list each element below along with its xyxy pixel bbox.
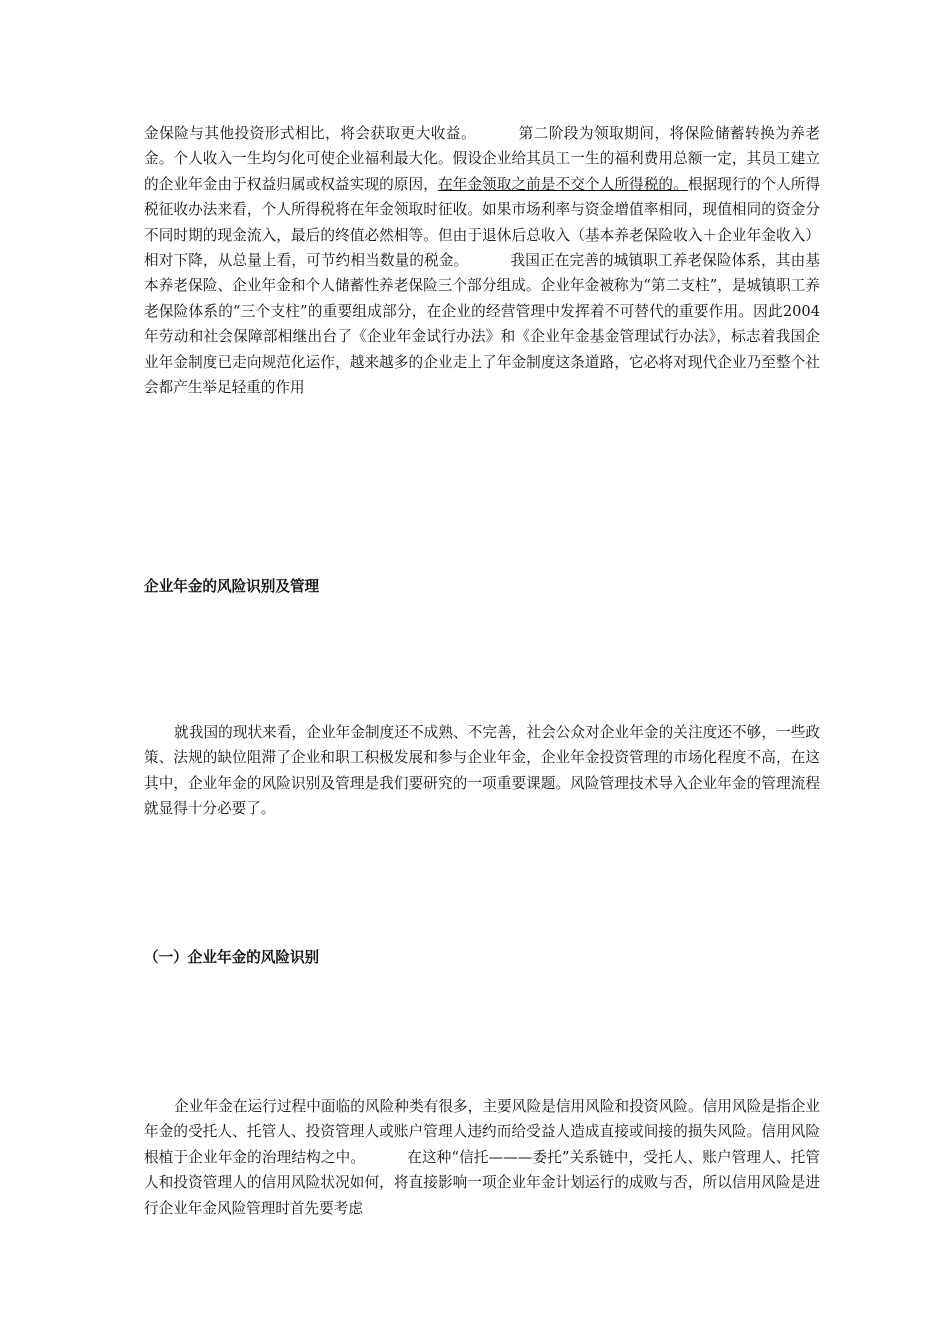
paragraph-2-text: 就我国的现状来看，企业年金制度还不成熟、不完善，社会公众对企业年金的关注度还不够，一些政策、法规的缺位阻滞了企业和职工积极发展和参与企业年金，企业年金投资管理的市场化程度不高，在这其中，企业年金的风险识别及管理是我们要研究的一项重要课题。风险管理技术导入企业年金的管理流程就显得十分必要了。	[144, 724, 820, 818]
paragraph-1-part-d: 我国正在完善的城镇职工养老保险体系，其由基本养老保险、企业年金和个人储蓄性养老保险三个部分组成。企业年金被称为“第二支柱”，是城镇职工养老保险体系的“三个支柱”的重要组成部分，在企业的经营管理中发挥着不可替代的重要作用。因此2004年劳动和社会保障部相继出台了《企业年金试行办法》和《企业年金基金管理试行办法》，标志着我国企业年金制度已走向规范化运作，越来越多的企业走上了年金制度这条道路，它必将对现代企业乃至整个社会都产生举足轻重的作用	[144, 252, 820, 397]
subsection-heading: （一）企业年金的风险识别	[144, 949, 320, 966]
underlined-text: 在年金领取之前是不交个人所得税的。	[437, 175, 688, 193]
body-paragraph-1	[144, 121, 820, 400]
section-heading: 企业年金的风险识别及管理	[144, 578, 320, 595]
paragraph-3-part-a: 企业年金在运行过程中面临的风险种类有很多，主要风险是信用风险和投资风险。信用风险是指企业年金的受托人、托管人、投资管理人或账户管理人违约而给受益人造成直接或间接的损失风险。信用风险根植于企业年金的治理结构之中。	[144, 1098, 820, 1166]
paragraph-1-part-b: 第二阶段为领取期间，将保险储蓄转换为养老金。个人收入一生均匀化可使企业福利最大化。假设企业给其员工一生的福利费用总额一定，其员工建立的企业年金由于权益归属或权益实现的原因，	[144, 125, 820, 193]
paragraph-3-part-b: 在这种“信托———委托”关系链中，受托人、账户管理人、托管人和投资管理人的信用风险状况如何，将直接影响一项企业年金计划运行的成败与否，所以信用风险是进行企业年金风险管理时首先要考虑	[144, 1148, 820, 1217]
body-paragraph-3	[144, 1094, 820, 1221]
body-paragraph-2	[144, 720, 820, 822]
paragraph-1-part-c: 根据现行的个人所得税征收办法来看，个人所得税将在年金领取时征收。如果市场利率与资金增值率相同，现值相同的资金分不同时期的现金流入，最后的终值必然相等。但由于退休后总收入（基本养老保险收入＋企业年金收入）相对下降，从总量上看，可节约相当数量的税金。	[144, 175, 820, 270]
paragraph-1-part-a: 金保险与其他投资形式相比，将会获取更大收益。	[144, 125, 477, 142]
